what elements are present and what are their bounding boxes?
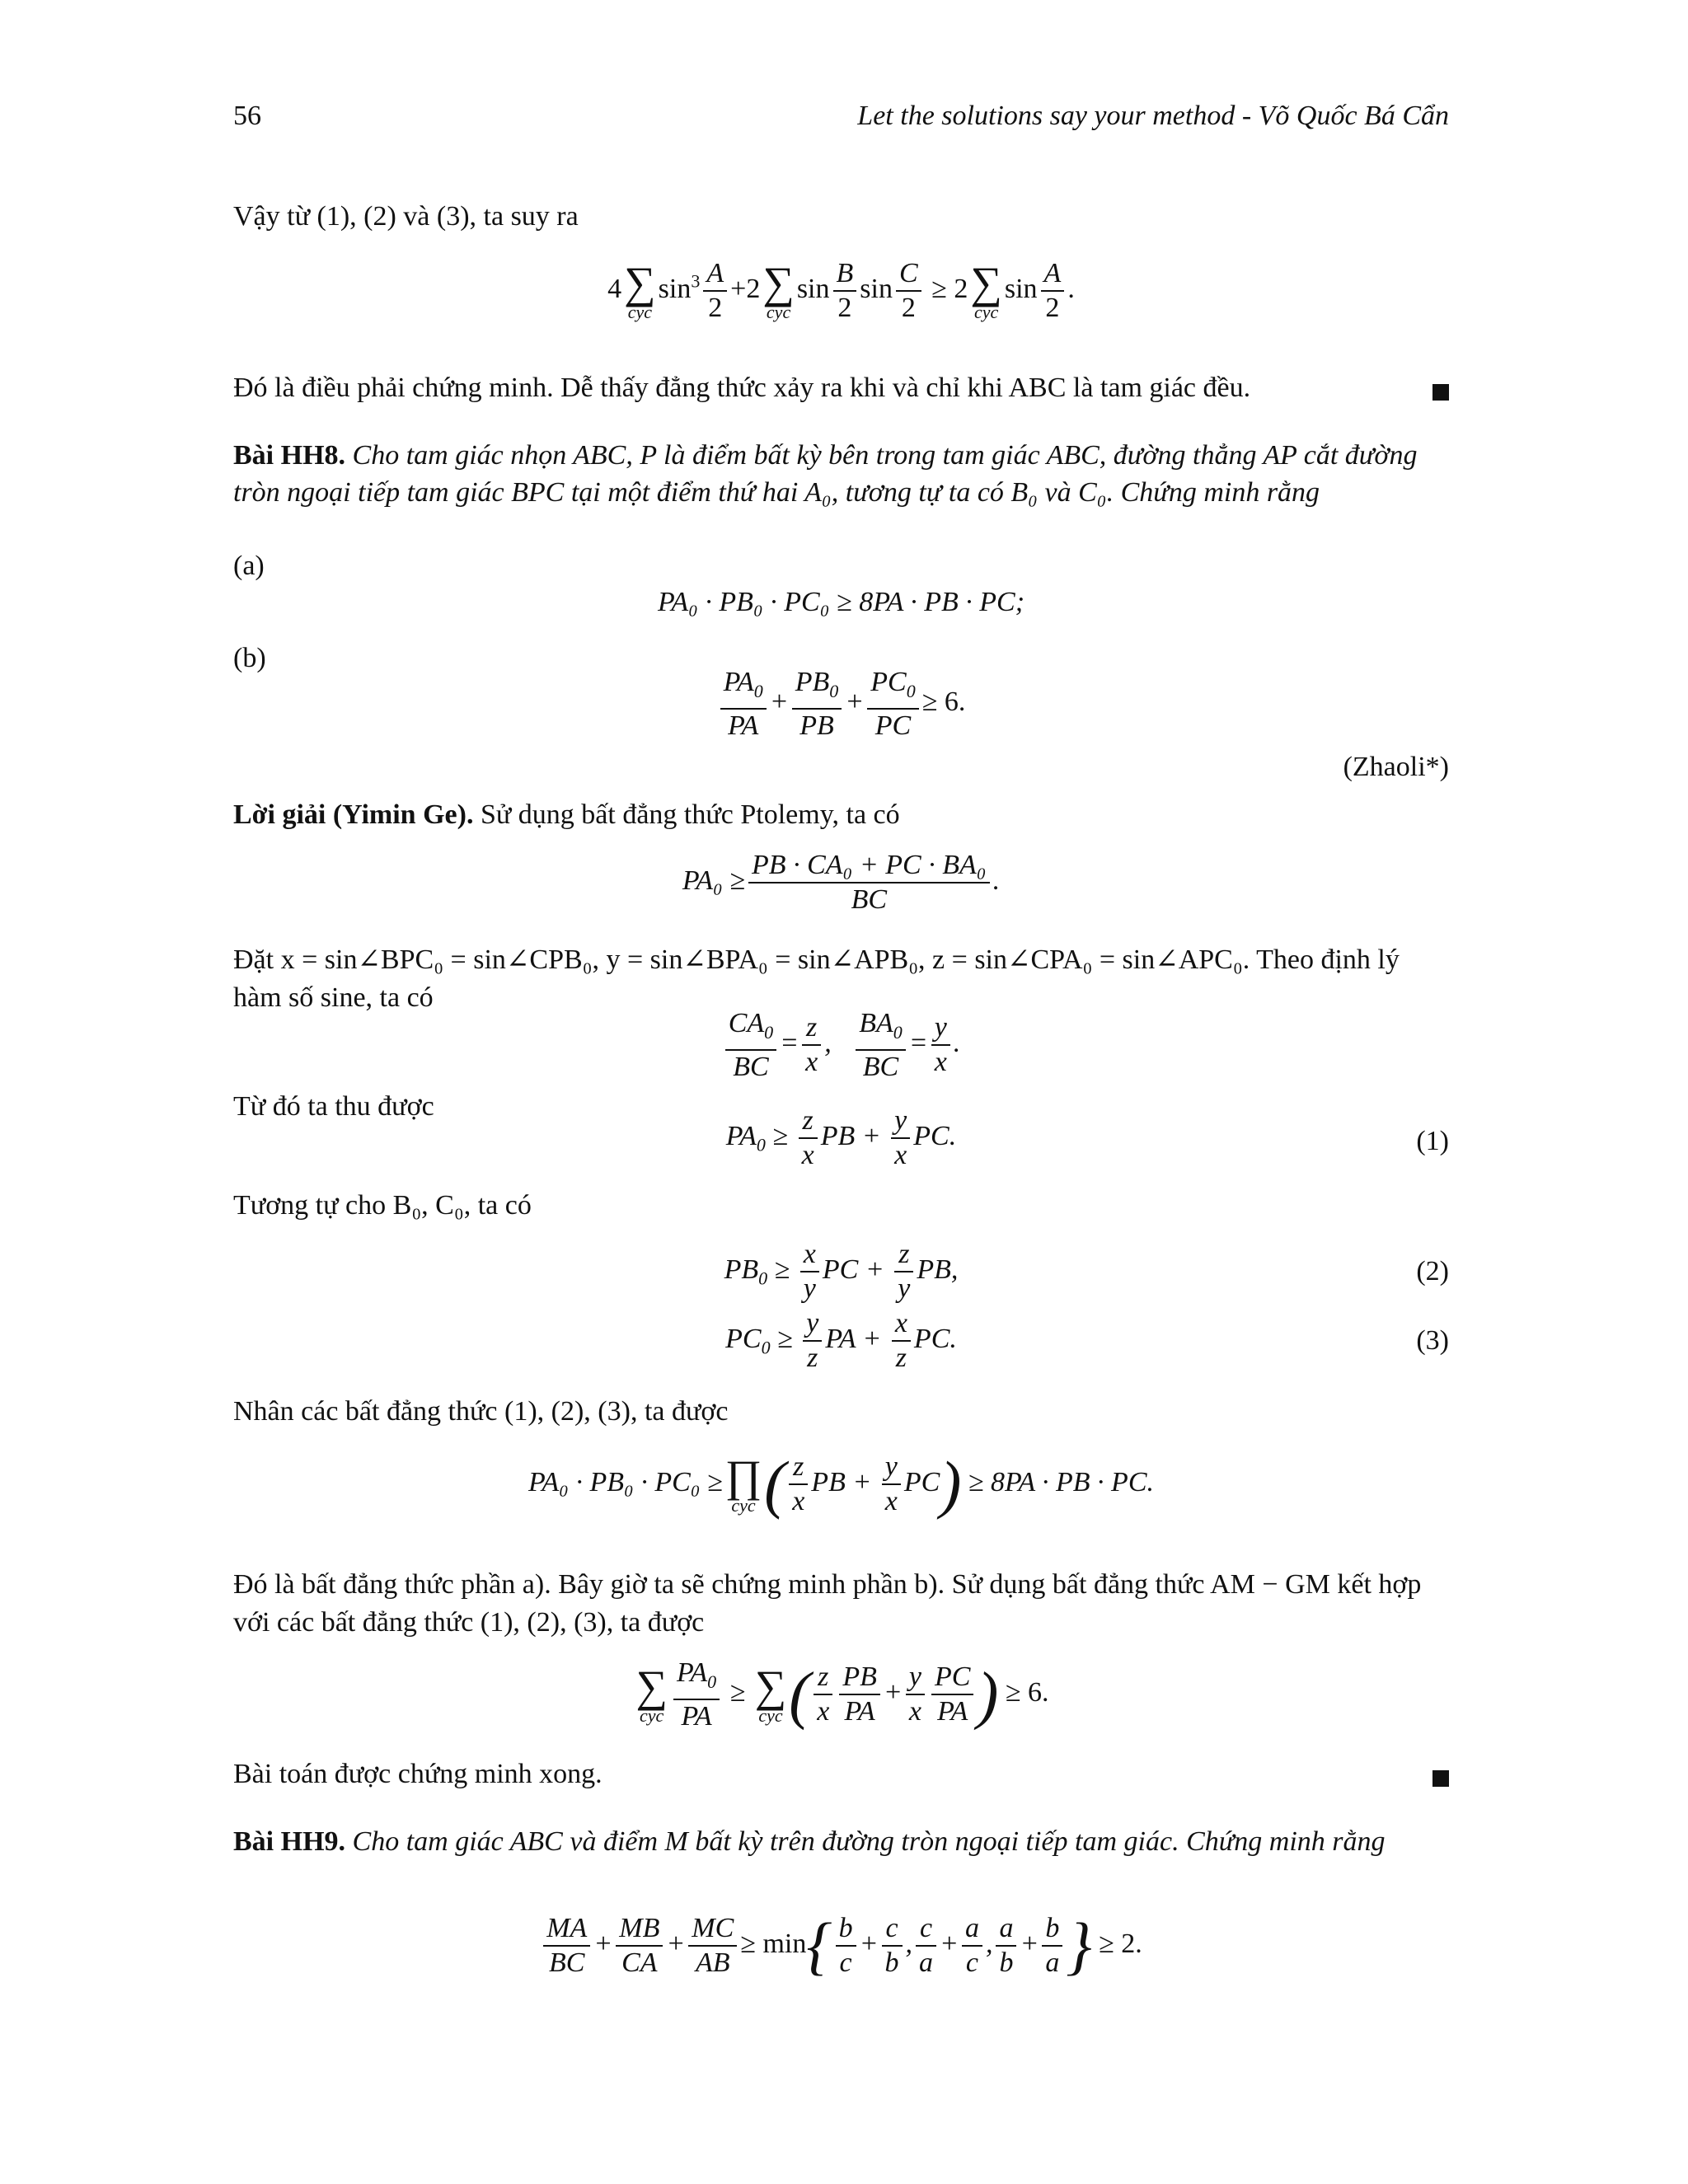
hh9-min: ≥ min (740, 1928, 807, 1959)
intro-text: Vậy từ (1), (2) và (3), ta suy ra (233, 201, 579, 232)
problem-hh8 (233, 437, 1449, 511)
eq-top-coef-1: 4 (607, 273, 622, 304)
problem-label: Bài HH9. (233, 1826, 346, 1857)
ptolemy-num: PB · CA₀ + PC · BA₀ (748, 849, 990, 883)
similar-text: Tương tự cho B₀, C₀, ta có (233, 1190, 532, 1221)
product-rhs: ≥ 8PA · PB · PC. (968, 1466, 1154, 1497)
qed-square-icon (1432, 1770, 1449, 1787)
problem-hh9 (233, 1823, 1449, 1860)
sum-icon: ∑ cyc (970, 258, 1002, 322)
problem-label: Bài HH8. (233, 440, 346, 471)
solution-intro (233, 796, 900, 834)
equation-1: $PA_0$ ≥ $\frac{z}{x}$ PB + $\frac{y}{x}$ PC. (725, 1105, 957, 1170)
part-b-label: (b) (233, 643, 266, 673)
ptolemy-den: BC (851, 884, 888, 915)
hh9-tail: ≥ 2. (1099, 1928, 1142, 1959)
equation-top: 4 ∑ cyc $\sin^3$ $\frac{A}{2}$ +2 ∑ cyc sin $\frac{B}{2}$ sin $\frac{C}{2}$ ≥ 2 ∑ cyc sin $\frac{A}{2}$ . (607, 258, 1075, 323)
sum-icon: ∑ cyc (624, 258, 656, 322)
sum-icon: ∑ cyc (754, 1661, 787, 1727)
equation-2: $PB_0$ ≥ $\frac{x}{y}$ PC + $\frac{z}{y}$ PB, (724, 1239, 959, 1304)
multiply-text: Nhân các bất đẳng thức (1), (2), (3), ta được (233, 1396, 729, 1427)
equation-ptolemy: PA₀ ≥ $\frac{\text{PB · CA₀ + PC · BA₀}}{BC}$ . (682, 850, 1001, 915)
solution-label: Lời giải (Yimin Ge). (233, 799, 474, 830)
eq-b-tail: ≥ 6. (921, 687, 966, 718)
ptolemy-lhs: PA₀ ≥ (682, 865, 746, 896)
running-title: Let the solutions say your method - Võ Quốc Bá Cẩn (857, 101, 1449, 131)
credit: (Zhaoli*) (1343, 752, 1449, 782)
equation-hh9: $\frac{MA}{BC}$ + $\frac{MB}{CA}$ + $\frac{MC}{AB}$ ≥ min{ $\frac{b}{c}$ + $\frac{c}{b}$ , $\frac{c}{a}$ + $\frac{a}{c}$ , $\frac{a}{b}$ + $\frac{b}{a}$ } ≥ 2. (233, 1912, 1449, 1980)
equation-b: $\frac{PA_0}{PA}$ + $\frac{PB_0}{PB}$ + $\frac{PC_0}{PC}$ ≥ 6. (233, 666, 1449, 743)
page-number: 56 (233, 101, 261, 131)
from-there-text: Từ đó ta thu được (233, 1091, 434, 1122)
equation-a: PA₀ · PB₀ · PC₀ ≥ 8PA · PB · PC; (657, 587, 1025, 617)
part-a-label: (a) (233, 551, 265, 581)
equation-number-2: (2) (1416, 1256, 1449, 1286)
problem-statement: Cho tam giác nhọn ABC, P là điểm bất kỳ bên trong tam giác ABC, đường thẳng AP cắt đường tròn ngoại tiếp tam giác BPC tại một điểm thứ hai A₀, tương tự ta có B₀ và C₀. Chứng minh rằng (233, 440, 1418, 508)
equation-3: $PC_0$ ≥ $\frac{y}{z}$ PA + $\frac{x}{z}$ PC. (725, 1308, 957, 1373)
equation-sum: ∑ cyc $\frac{PA_0}{PA}$ ≥ ∑ cyc ( $\frac{z}{x}$ $\frac{PB}{PA}$ + $\frac{y}{x}$ $\frac{PC}{PA}$ ) ≥ 6. (635, 1657, 1049, 1732)
equation-sine: $\frac{CA_0}{BC}$ = $\frac{z}{x}$ , $\frac{BA_0}{BC}$ = $\frac{y}{x}$ . (233, 1007, 1449, 1084)
product-lhs: PA₀ · PB₀ · PC₀ ≥ (528, 1466, 723, 1497)
sum-icon: ∑ cyc (635, 1661, 668, 1727)
end-proof-text: Đó là điều phải chứng minh. Dễ thấy đẳng thức xảy ra khi và chỉ khi ABC là tam giác đều. (233, 373, 1251, 403)
equation-number-1: (1) (1416, 1126, 1449, 1156)
equation-product: PA₀ · PB₀ · PC₀ ≥ ∏ cyc ( $\frac{z}{x}$ PB + $\frac{y}{x}$ PC) ≥ 8PA · PB · PC. (528, 1448, 1154, 1520)
problem-statement: Cho tam giác ABC và điểm M bất kỳ trên đường tròn ngoại tiếp tam giác. Chứng minh rằng (352, 1826, 1386, 1857)
done-text: Bài toán được chứng minh xong. (233, 1759, 603, 1789)
amgm-text: Đó là bất đẳng thức phần a). Bây giờ ta sẽ chứng minh phần b). Sử dụng bất đẳng thức AM − GM kết hợp với các bất đẳng thức (1), (2), (3), ta được (233, 1569, 1422, 1638)
product-icon: ∏ cyc (724, 1451, 762, 1516)
set-variables-text: Đặt x = sin∠BPC₀ = sin∠CPB₀, y = sin∠BPA₀ = sin∠APB₀, z = sin∠CPA₀ = sin∠APC₀. Theo định lý hàm số sine, ta có (233, 944, 1400, 1013)
qed-square-icon (1432, 384, 1449, 401)
solution-text: Sử dụng bất đẳng thức Ptolemy, ta có (480, 799, 900, 830)
sum-icon: ∑ cyc (762, 258, 795, 322)
equation-number-3: (3) (1416, 1325, 1449, 1356)
eq-top-coef-2: +2 (730, 273, 761, 304)
sum-tail: ≥ 6. (1005, 1677, 1049, 1708)
eq-top-coef-3: ≥ 2 (931, 273, 968, 304)
